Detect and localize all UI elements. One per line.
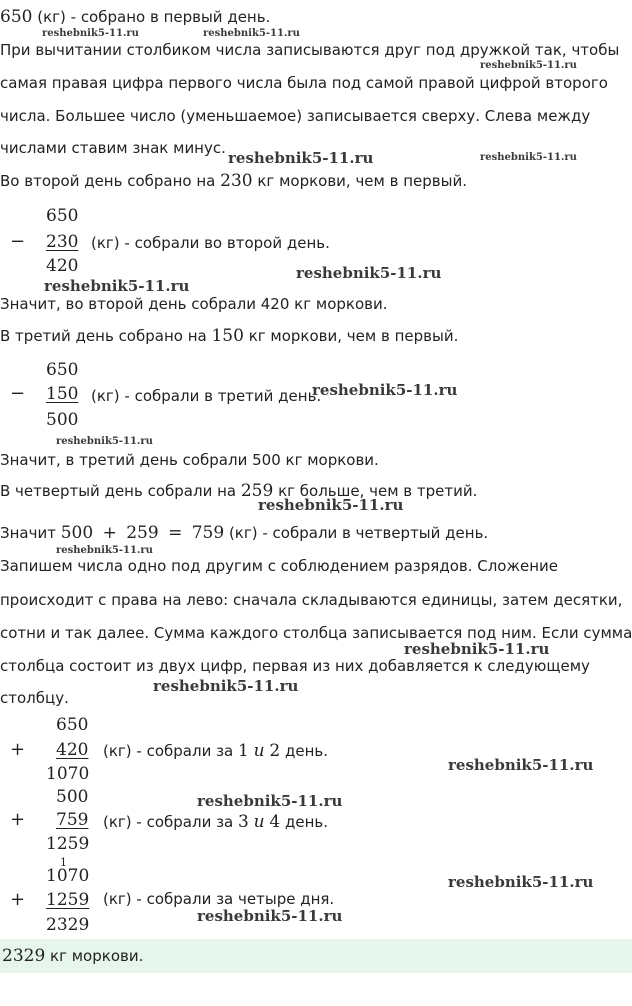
watermark: reshebnik5-11.ru (203, 28, 300, 39)
answer-text: 2329 кг моркови. (2, 946, 144, 966)
subtraction-rule-line-4: числами ставим знак минус. (0, 139, 226, 157)
addition-rule-line-1: Запишем числа одно под другим с соблюдением разрядов. Сложение (0, 557, 559, 575)
calc5-sum: 2329 (46, 915, 90, 935)
second-day-statement: Во второй день собрано на 230 кг моркови, чем в первый. (0, 171, 467, 191)
calc1-minus-sign: − (10, 231, 26, 252)
fourth-day-statement: В четвертый день собрали на 259 кг больше, чем в третий. (0, 481, 478, 501)
calc1-minuend: 650 (46, 206, 79, 226)
watermark: reshebnik5-11.ru (258, 496, 404, 514)
fourth-day-equation: Значит 500 + 259 = 759 (кг) - собрали в четвертый день. (0, 523, 489, 543)
watermark: reshebnik5-11.ru (228, 149, 374, 167)
watermark: reshebnik5-11.ru (44, 277, 190, 295)
watermark: reshebnik5-11.ru (296, 264, 442, 282)
fourth-day-expression: 500 + 259 = 759 (60, 523, 225, 543)
fourth-day-increase: 259 (240, 481, 274, 501)
calc3-label: (кг) - собрали за 1 и 2 день. (103, 741, 328, 761)
calc2-result: 500 (46, 410, 79, 430)
calc3-addend-2: 420 (56, 740, 89, 760)
calc5-label: (кг) - собрали за четыре дня. (103, 890, 335, 908)
calc1-label: (кг) - собрали во второй день. (91, 234, 330, 252)
calc1-subtrahend: 230 (46, 232, 79, 252)
third-day-difference: 150 (211, 326, 244, 346)
subtraction-rule-line-2: самая правая цифра первого числа была под самой правой цифрой второго (0, 74, 608, 92)
calc4-addend-2: 759 (56, 810, 89, 830)
addition-rule-line-2: происходит с права на лево: сначала складываются единицы, затем десятки, (0, 591, 623, 609)
watermark: reshebnik5-11.ru (480, 152, 577, 163)
first-day-amount: 650 (0, 7, 33, 27)
calc2-minuend: 650 (46, 360, 79, 380)
calc3-sum: 1070 (46, 764, 90, 784)
watermark: reshebnik5-11.ru (404, 640, 550, 658)
calc3-addend-1: 650 (56, 715, 89, 735)
addition-rule-line-3: сотни и так далее. Сумма каждого столбца записывается под ним. Если сумма (0, 624, 632, 642)
calc5-addend-2: 1259 (46, 890, 90, 910)
watermark: reshebnik5-11.ru (56, 545, 153, 556)
third-day-result: Значит, в третий день собрали 500 кг моркови. (0, 451, 379, 469)
watermark: reshebnik5-11.ru (448, 873, 594, 891)
second-day-difference: 230 (220, 171, 253, 191)
calc3-plus-sign: + (10, 739, 26, 760)
calc4-addend-1: 500 (56, 787, 89, 807)
calc5-addend-1: 1070 (46, 866, 90, 886)
watermark: reshebnik5-11.ru (197, 792, 343, 810)
answer-number: 2329 (2, 946, 46, 966)
calc1-result: 420 (46, 256, 79, 276)
first-day-line (0, 8, 270, 26)
calc2-minus-sign: − (10, 383, 26, 404)
watermark: reshebnik5-11.ru (42, 28, 139, 39)
addition-rule-line-4: столбца состоит из двух цифр, первая из них добавляется к следующему (0, 657, 590, 675)
watermark: reshebnik5-11.ru (153, 677, 299, 695)
calc5-plus-sign: + (10, 889, 26, 910)
calc4-sum: 1259 (46, 834, 90, 854)
watermark: reshebnik5-11.ru (197, 907, 343, 925)
calc2-subtrahend: 150 (46, 384, 79, 404)
subtraction-rule-line-3: числа. Большее число (уменьшаемое) записывается сверху. Слева между (0, 107, 591, 125)
calc5-carry-digit: 1 (60, 856, 67, 869)
watermark: reshebnik5-11.ru (448, 756, 594, 774)
answer-box (0, 939, 632, 973)
calc4-label: (кг) - собрали за 3 и 4 день. (103, 812, 328, 832)
watermark: reshebnik5-11.ru (480, 60, 577, 71)
first-day-text: (кг) - собрано в первый день. (32, 8, 271, 26)
addition-rule-line-5: столбцу. (0, 689, 69, 707)
second-day-result: Значит, во второй день собрали 420 кг моркови. (0, 295, 388, 313)
subtraction-rule-line-1: При вычитании столбиком числа записываются друг под дружкой так, чтобы (0, 41, 620, 59)
calc4-plus-sign: + (10, 809, 26, 830)
watermark: reshebnik5-11.ru (56, 436, 153, 447)
calc2-label: (кг) - собрали в третий день. (91, 387, 322, 405)
third-day-statement: В третий день собрано на 150 кг моркови, чем в первый. (0, 326, 459, 346)
watermark: reshebnik5-11.ru (312, 381, 458, 399)
